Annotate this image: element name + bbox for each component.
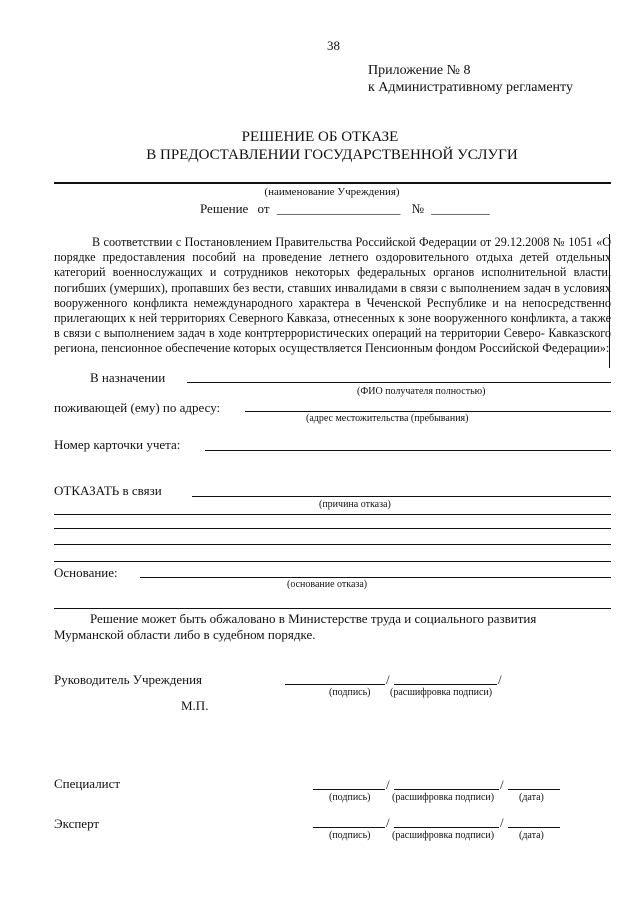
title-line-2: В ПРЕДОСТАВЛЕНИИ ГОСУДАРСТВЕННОЙ УСЛУГИ <box>146 147 518 163</box>
card-number-field-line[interactable] <box>205 450 611 451</box>
paragraph-margin-rule <box>609 234 610 368</box>
specialist-slash-1: / <box>386 777 390 792</box>
decision-from: от <box>257 201 270 216</box>
expert-signature-caption: (подпись) <box>329 830 371 841</box>
head-signature-line[interactable] <box>285 684 385 685</box>
head-label: Руководитель Учреждения <box>54 672 203 687</box>
reason-caption: (причина отказа) <box>319 499 391 510</box>
basis-field-line[interactable] <box>140 577 611 578</box>
specialist-signature-caption: (подпись) <box>329 792 371 803</box>
appeal-line-1: Решение может быть обжаловано в Министерстве труда и социального развития <box>90 611 537 626</box>
address-caption: (адрес местожительства (пребывания) <box>306 413 469 424</box>
fio-caption: (ФИО получателя полностью) <box>357 386 486 397</box>
expert-date-line[interactable] <box>508 827 560 828</box>
specialist-slash-2: / <box>500 777 504 792</box>
specialist-date-line[interactable] <box>508 789 560 790</box>
address-label: поживающей (ему) по адресу: <box>54 400 221 415</box>
reason-extra-line-1[interactable] <box>54 514 611 515</box>
decision-number-blank[interactable]: _________ <box>431 201 490 216</box>
reason-extra-line-2[interactable] <box>54 528 611 529</box>
title-line-1: РЕШЕНИЕ ОБ ОТКАЗЕ <box>241 129 399 145</box>
decision-date-blank[interactable]: ___________________ <box>276 201 401 216</box>
address-field-line[interactable] <box>245 411 611 412</box>
reason-extra-line-4[interactable] <box>54 561 611 562</box>
expert-slash-2: / <box>500 815 504 830</box>
specialist-decode-line[interactable] <box>394 789 499 790</box>
decision-word: Решение <box>200 201 249 216</box>
expert-signature-line[interactable] <box>313 827 385 828</box>
reason-extra-line-3[interactable] <box>54 544 611 545</box>
expert-slash-1: / <box>386 815 390 830</box>
specialist-date-caption: (дата) <box>519 792 544 803</box>
fio-field-line[interactable] <box>187 382 611 383</box>
stamp-label: М.П. <box>181 698 209 713</box>
basis-extra-line[interactable] <box>54 608 611 609</box>
specialist-signature-line[interactable] <box>313 789 385 790</box>
institution-line <box>54 182 611 184</box>
body-paragraph: В соответствии с Постановлением Правительства Российской Федерации от 29.12.2008 № 1051 «О порядке предоставления пособий на проведение летнего оздоровительного отдыха детей отдельных категорий военнослужащих и сотрудников некоторых федеральных органов исполнительной власти, погибших (умерших), пропавших без вести, ставших инвалидами в связи с выполнением задач в условиях вооруженного конфликта немеждународного характера в Чеченской Республике и на непосредственно прилегающих к ней территориях Северного Кавказа, отнесенных к зоне вооруженного конфликта, а также в связи с выполнением задач в ходе контртеррористических операций на территории Северо- Кавказского региона, пенсионное обеспечение которых осуществляется Пенсионным фондом Российской Федерации»: <box>54 235 611 356</box>
basis-caption: (основание отказа) <box>287 579 368 590</box>
specialist-label: Специалист <box>54 776 121 791</box>
basis-label: Основание: <box>54 565 118 580</box>
card-number-label: Номер карточки учета: <box>54 437 181 452</box>
expert-date-caption: (дата) <box>519 830 544 841</box>
expert-decode-caption: (расшифровка подписи) <box>392 830 495 841</box>
appendix-line-2: к Административному регламенту <box>368 80 573 95</box>
decision-label <box>200 201 490 217</box>
specialist-decode-caption: (расшифровка подписи) <box>392 792 495 803</box>
decision-number-sign: № <box>411 201 424 216</box>
head-slash-2: / <box>498 672 502 687</box>
head-decode-line[interactable] <box>394 684 497 685</box>
institution-caption: (наименование Учреждения) <box>264 186 400 198</box>
expert-decode-line[interactable] <box>394 827 499 828</box>
assignment-label: В назначении <box>90 370 166 385</box>
appeal-line-2: Мурманской области либо в судебном порядке. <box>54 627 316 642</box>
head-signature-caption: (подпись) <box>329 687 371 698</box>
head-slash-1: / <box>386 672 390 687</box>
expert-label: Эксперт <box>54 816 100 831</box>
reason-field-line[interactable] <box>192 496 611 497</box>
appendix-line-1: Приложение № 8 <box>368 63 471 78</box>
head-decode-caption: (расшифровка подписи) <box>390 687 493 698</box>
refuse-label: ОТКАЗАТЬ в связи <box>54 483 162 498</box>
page-number: 38 <box>327 38 340 53</box>
